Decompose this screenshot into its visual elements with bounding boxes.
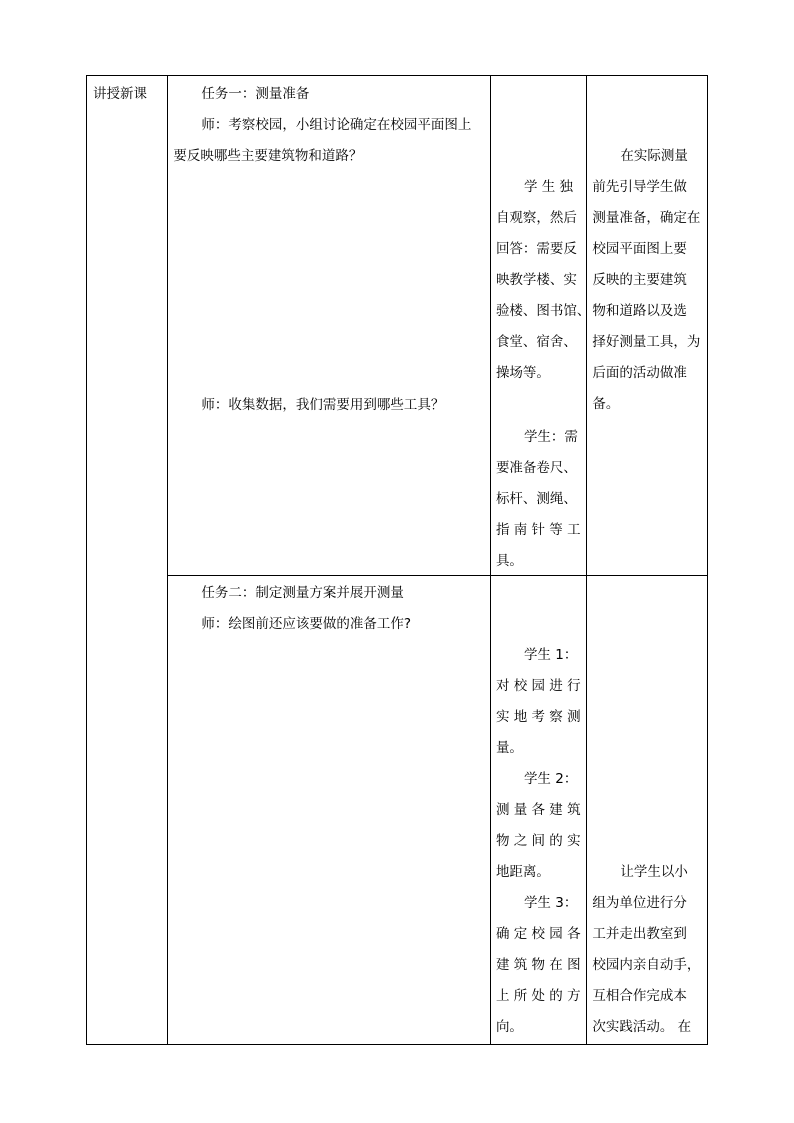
student-activity-cell <box>490 76 591 576</box>
design-intent-line: 组为单位进行分 <box>592 895 687 911</box>
student-answer-line: 学生 3： <box>523 895 578 911</box>
design-intent-cell <box>587 576 708 1045</box>
design-intent-line: 校园内亲自动手， <box>592 957 701 973</box>
student-answer-line: 映教学楼、实 <box>495 272 577 288</box>
task1-title: 任务一：测量准备 <box>201 86 310 102</box>
design-intent-line: 让学生以小 <box>620 864 688 880</box>
teacher-activity-cell <box>168 576 491 1045</box>
design-intent-line: 后面的活动做准 <box>592 365 687 381</box>
student-answer-line: 学生 2： <box>523 771 578 787</box>
task2-question1: 师：绘图前还应该要做的准备工作? <box>201 616 412 632</box>
table-row <box>87 576 708 1045</box>
student-answer-line: 学生 1： <box>523 647 578 663</box>
student-answer-line: 标杆、测绳、 <box>495 491 577 507</box>
design-intent-line: 测量准备，确定在 <box>592 210 701 226</box>
section-cell <box>87 76 168 1045</box>
student-answer-line: 学生：需 <box>523 429 578 445</box>
student-answer-line: 量。 <box>495 740 523 756</box>
design-intent-line: 择好测量工具，为 <box>592 334 701 350</box>
student-answer-line: 对 校 园 进 行 <box>495 678 581 694</box>
lesson-plan-table <box>86 75 708 1045</box>
student-answer-line: 回答：需要反 <box>495 241 577 257</box>
student-answer-line: 具。 <box>495 553 523 569</box>
student-answer-line: 自观察，然后 <box>495 210 577 226</box>
student-answer-line: 验楼、图书馆、 <box>495 303 591 319</box>
design-intent-line: 前先引导学生做 <box>592 179 687 195</box>
design-intent-line: 互相合作完成本 <box>592 988 687 1004</box>
task1-question1-line2: 要反映哪些主要建筑物和道路？ <box>173 148 363 164</box>
design-intent-line: 在实际测量 <box>620 148 688 164</box>
teacher-activity-cell <box>168 76 491 576</box>
student-answer-line: 实 地 考 察 测 <box>495 709 581 725</box>
task1-question2: 师：收集数据，我们需要用到哪些工具？ <box>201 397 445 413</box>
student-activity-cell <box>490 576 586 1045</box>
task1-question1-line1: 师：考察校园，小组讨论确定在校园平面图上 <box>201 117 472 133</box>
student-answer-line: 操场等。 <box>495 365 550 381</box>
student-answer-line: 确 定 校 园 各 <box>495 926 581 942</box>
design-intent-cell <box>587 76 708 576</box>
student-answer-line: 上 所 处 的 方 <box>495 988 581 1004</box>
design-intent-line: 次实践活动。 在 <box>592 1019 692 1035</box>
student-answer-line: 测 量 各 建 筑 <box>495 802 581 818</box>
student-answer-line: 建 筑 物 在 图 <box>495 957 581 973</box>
student-answer-line: 向。 <box>495 1019 523 1035</box>
task2-title: 任务二：制定测量方案并展开测量 <box>201 585 404 601</box>
student-answer-line: 学 生 独 <box>523 179 574 195</box>
student-answer-line: 指 南 针 等 工 <box>495 522 581 538</box>
section-label: 讲授新课 <box>93 86 147 102</box>
student-answer-line: 物 之 间 的 实 <box>495 833 581 849</box>
student-answer-line: 食堂、宿舍、 <box>495 334 577 350</box>
design-intent-line: 校园平面图上要 <box>592 241 687 257</box>
design-intent-line: 物和道路以及选 <box>592 303 687 319</box>
design-intent-line: 备。 <box>592 396 620 412</box>
student-answer-line: 地距离。 <box>495 864 550 880</box>
student-answer-line: 要准备卷尺、 <box>495 460 577 476</box>
design-intent-line: 反映的主要建筑 <box>592 272 687 288</box>
table-row <box>87 76 708 576</box>
design-intent-line: 工并走出教室到 <box>592 926 687 942</box>
